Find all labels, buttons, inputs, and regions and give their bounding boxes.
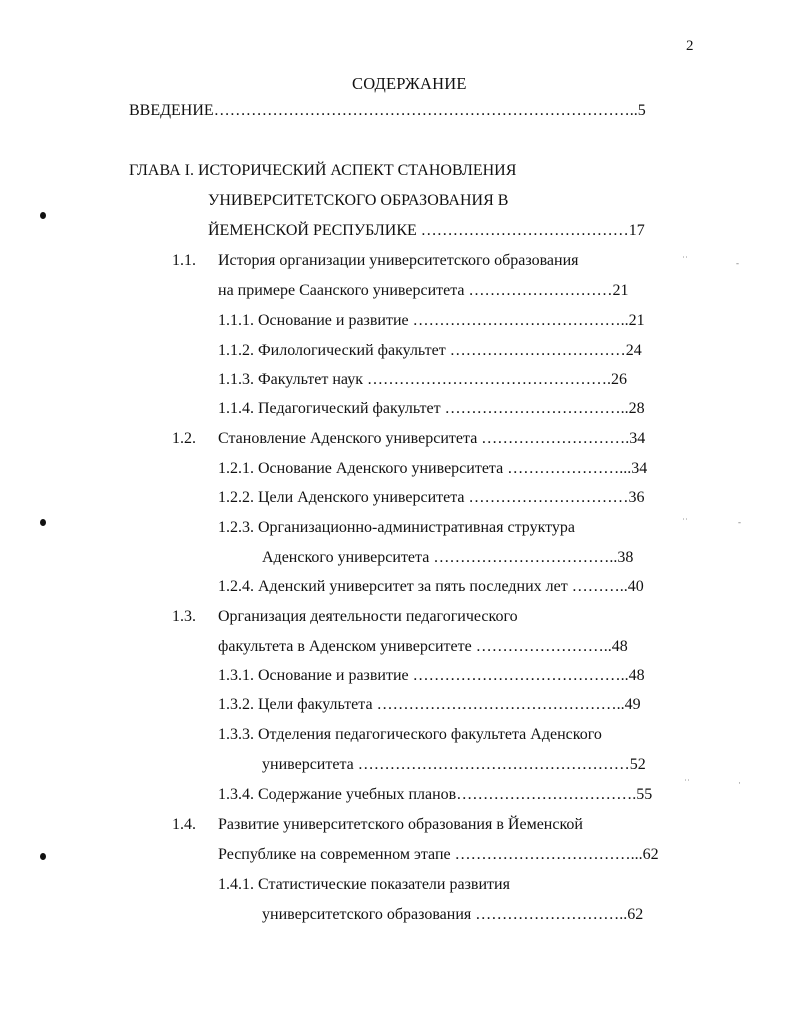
- scan-speck: ·: [738, 778, 741, 788]
- toc-section-1-1-number: 1.1.: [172, 252, 196, 269]
- toc-section-1-4-number: 1.4.: [172, 816, 196, 833]
- toc-section-1-3-3-line-1: 1.3.3. Отделения педагогического факультета Аденского: [218, 726, 602, 743]
- toc-section-1-3-3-line-2: университета ……………………………………………52: [262, 756, 646, 773]
- toc-section-1-4-line-1: Развитие университетского образования в Йеменской: [218, 816, 583, 833]
- scan-speck: ˙˙: [682, 517, 688, 527]
- binding-hole-mark: [40, 853, 46, 860]
- toc-chapter-1-line-2: УНИВЕРСИТЕТСКОГО ОБРАЗОВАНИЯ В: [208, 192, 509, 209]
- toc-section-1-4-1-line-1: 1.4.1. Статистические показатели развития: [218, 876, 510, 893]
- binding-hole-mark: [40, 212, 46, 219]
- toc-section-1-1-4: 1.1.4. Педагогический факультет ……………………………..28: [218, 400, 645, 417]
- toc-section-1-3-2: 1.3.2. Цели факультета ………………………………………..49: [218, 696, 641, 713]
- toc-chapter-1-line-3: ЙЕМЕНСКОЙ РЕСПУБЛИКЕ …………………………………17: [208, 222, 645, 239]
- toc-section-1-3-1: 1.3.1. Основание и развитие …………………………………..48: [218, 667, 645, 684]
- scan-speck: ˙˙: [682, 255, 688, 265]
- binding-hole-mark: [40, 519, 46, 526]
- toc-section-1-1-line-2: на примере Саанского университета ………………………21: [218, 282, 629, 299]
- toc-section-1-3-4: 1.3.4. Содержание учебных планов…………………………….55: [218, 786, 653, 803]
- scan-speck: ˙˙: [684, 778, 690, 788]
- toc-section-1-1-3: 1.1.3. Факультет наук ……………………………………….26: [218, 371, 627, 388]
- scan-speck: -: [736, 258, 739, 268]
- toc-chapter-1-line-1: ГЛАВА I. ИСТОРИЧЕСКИЙ АСПЕКТ СТАНОВЛЕНИЯ: [129, 162, 517, 179]
- scan-speck: -: [738, 517, 741, 527]
- toc-section-1-3-line-2: факультета в Аденском университете ……………………..48: [218, 638, 628, 655]
- toc-section-1-2-number: 1.2.: [172, 430, 196, 447]
- toc-section-1-2-4: 1.2.4. Аденский университет за пять последних лет ………..40: [218, 578, 644, 595]
- toc-section-1-3-number: 1.3.: [172, 608, 196, 625]
- toc-section-1-4-1-line-2: университетского образования ………………………..62: [262, 906, 644, 923]
- toc-section-1-2-3-line-2: Аденского университета ……………………………..38: [262, 549, 634, 566]
- toc-section-1-2-1: 1.2.1. Основание Аденского университета …………………...34: [218, 460, 648, 477]
- toc-section-1-1-1: 1.1.1. Основание и развитие …………………………………..21: [218, 312, 645, 329]
- toc-entry-introduction: ВВЕДЕНИЕ……………………………………………………………………..5: [129, 102, 646, 119]
- toc-section-1-4-line-2: Республике на современном этапе ……………………………...62: [218, 846, 659, 863]
- page-number: 2: [686, 38, 694, 54]
- toc-section-1-2-2: 1.2.2. Цели Аденского университета …………………………36: [218, 489, 645, 506]
- toc-section-1-1-line-1: История организации университетского образования: [218, 252, 579, 269]
- toc-section-1-2-3-line-1: 1.2.3. Организационно-административная структура: [218, 519, 576, 536]
- toc-section-1-2-line-1: Становление Аденского университета ……………………….34: [218, 430, 646, 447]
- toc-section-1-1-2: 1.1.2. Филологический факультет ……………………………24: [218, 342, 642, 359]
- page-title: СОДЕРЖАНИЕ: [352, 74, 467, 93]
- toc-section-1-3-line-1: Организация деятельности педагогического: [218, 608, 518, 625]
